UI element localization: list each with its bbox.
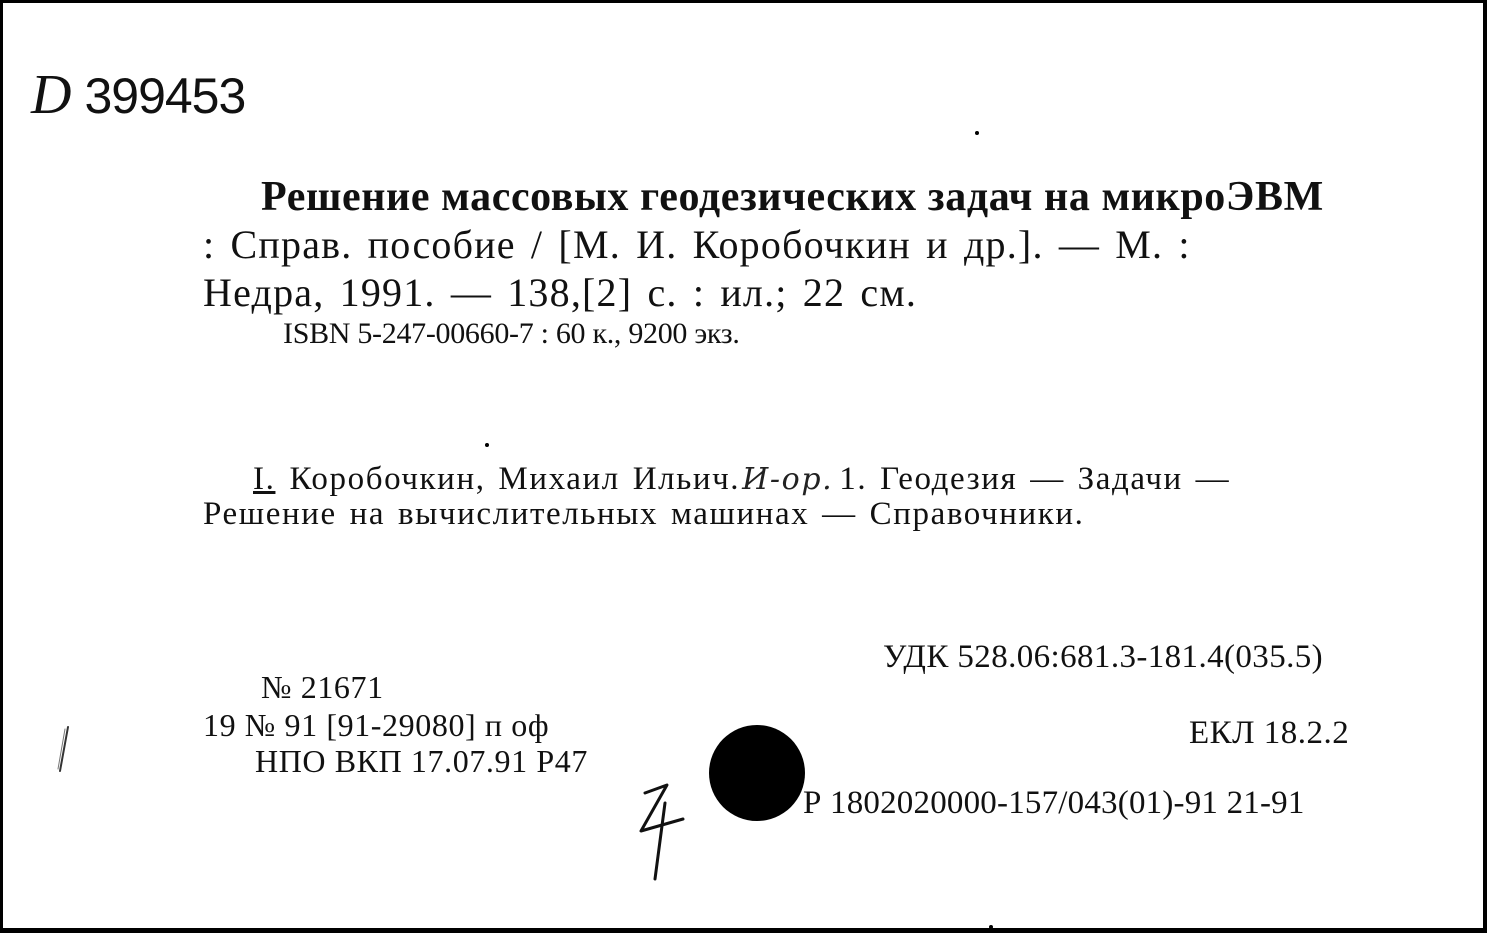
description-line-1: : Справ. пособие / [М. И. Коробочкин и др.]. — М. :: [203, 222, 1191, 267]
ink-blot: [709, 725, 805, 821]
ink-speck: [975, 131, 979, 135]
pencil-tick-mark: [53, 725, 73, 775]
handwritten-seven-mark: [631, 775, 701, 885]
tracing-roman-numeral: I.: [253, 461, 276, 497]
tracing-line-1: [253, 461, 1230, 498]
ink-speck: [989, 925, 993, 929]
shelf-mark-letter: D: [31, 64, 71, 126]
ekl-code: ЕКЛ 18.2.2: [1189, 715, 1350, 751]
udk-code: УДК 528.06:681.3-181.4(035.5): [883, 639, 1324, 675]
ink-speck: [485, 443, 489, 447]
isbn-line: ISBN 5-247-00660-7 : 60 к., 9200 экз.: [283, 317, 740, 350]
catalog-code: Р 1802020000-157/043(01)-91 21-91: [803, 785, 1305, 821]
imprint-line-1: № 21671: [261, 669, 384, 705]
shelf-mark: [31, 63, 245, 127]
tracing-subject-1: 1. Геодезия — Задачи —: [839, 461, 1231, 497]
tracing-author: Коробочкин, Михаил Ильич.: [289, 461, 741, 497]
imprint-line-2: 19 № 91 [91-29080] п оф: [203, 707, 550, 743]
tracing-line-2: Решение на вычислительных машинах — Справочники.: [203, 496, 1085, 532]
shelf-mark-number: 399453: [84, 68, 246, 124]
book-title: Решение массовых геодезических задач на микроЭВМ: [261, 174, 1324, 220]
imprint-line-3: НПО ВКП 17.07.91 Р47: [255, 743, 588, 779]
handwritten-note: И-ор.: [742, 462, 834, 497]
description-line-2: Недра, 1991. — 138,[2] с. : ил.; 22 см.: [203, 270, 918, 315]
